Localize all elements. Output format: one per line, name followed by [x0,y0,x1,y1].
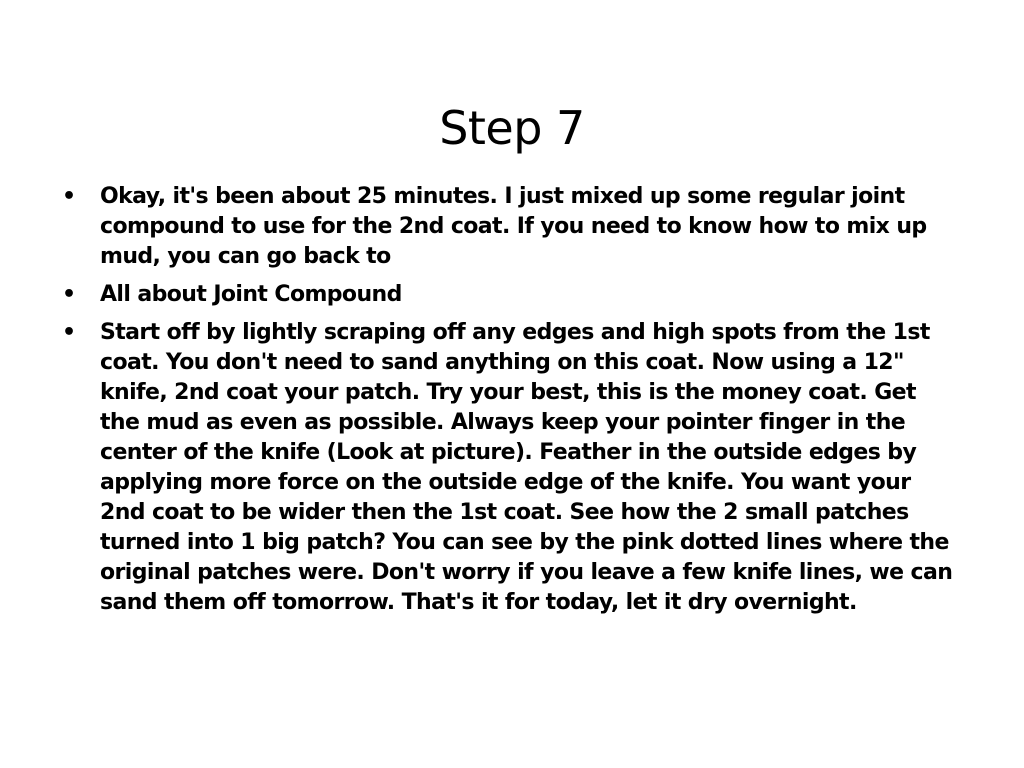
bullet-icon: • [62,282,76,307]
bullet-icon: • [62,184,76,209]
bullet-icon: • [62,320,76,345]
bullet-text: Okay, it's been about 25 minutes. I just mixed up some regular joint compound to use for the 2nd coat. If you need to know how to mix up mud, you can go back to [100,184,927,269]
bullet-item [62,182,962,272]
slide-title: Step 7 [439,100,585,155]
bullet-item [62,280,962,310]
bullet-item [62,318,962,618]
bullet-list [62,182,962,626]
bullet-text: Start off by lightly scraping off any edges and high spots from the 1st coat. You don't need to sand anything on this coat. Now using a 12" knife, 2nd coat your patch. Try your best, this is the money coat. Get the mud as even as possible. Always keep your pointer finger in the center of the knife (Look at picture). Feather in the outside edges by applying more force on the outside edge of the knife. You want your 2nd coat to be wider then the 1st coat. See how the 2 small patches turned into 1 big patch? You can see by the pink dotted lines where the original patches were. Don't worry if you leave a few knife lines, we can sand them off tomorrow. That's it for today, let it dry overnight. [100,320,953,615]
bullet-text: All about Joint Compound [100,282,402,307]
